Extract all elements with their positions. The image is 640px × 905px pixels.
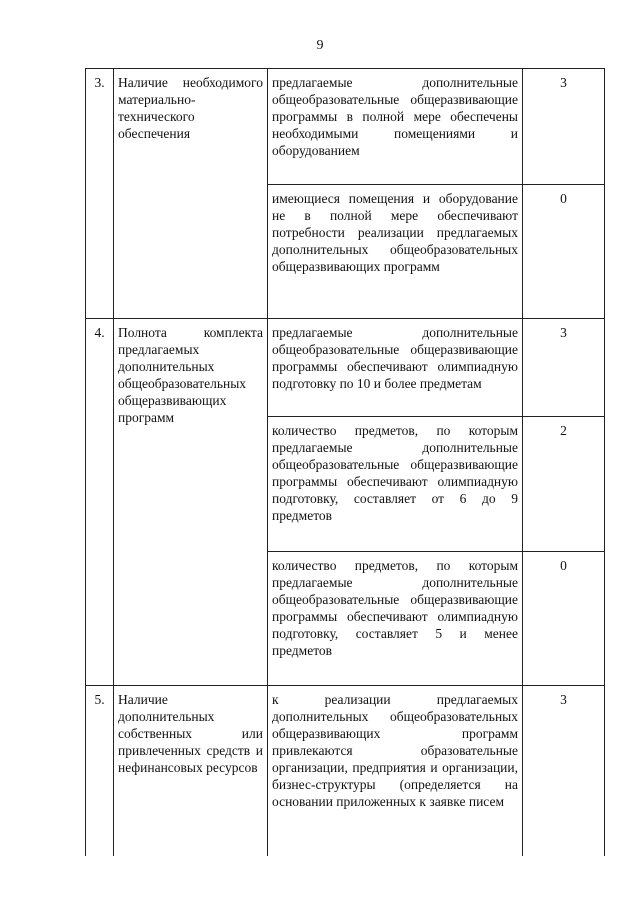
table-row xyxy=(86,319,605,417)
option-score: 2 xyxy=(523,417,605,552)
criterion-name: Наличие необходимого материально-технического обеспечения xyxy=(114,69,268,319)
criterion-number: 5. xyxy=(86,686,114,856)
criterion-name: Полнота комплекта предлагаемых дополнительных общеобразовательных общеразвивающих программ xyxy=(114,319,268,686)
option-score: 0 xyxy=(523,552,605,686)
table-row xyxy=(86,69,605,185)
page-number: 9 xyxy=(316,38,324,53)
table-row xyxy=(86,686,605,856)
option-description: количество предметов, по которым предлагаемые дополнительные общеобразовательные общеразвивающие программы обеспечивают олимпиадную подготовку, составляет от 6 до 9 предметов xyxy=(268,417,523,552)
option-description: к реализации предлагаемых дополнительных общеобразовательных общеразвивающих программ привлекаются образовательные организации, предприятия и организации, бизнес-структуры (определяется на основании приложенных к заявке писем xyxy=(268,686,523,856)
option-description: имеющиеся помещения и оборудование не в полной мере обеспечивают потребности реализации предлагаемых дополнительных общеобразовательных общеразвивающих программ xyxy=(268,185,523,319)
criterion-number: 4. xyxy=(86,319,114,686)
option-description: предлагаемые дополнительные общеобразовательные общеразвивающие программы обеспечивают олимпиадную подготовку по 10 и более предметам xyxy=(268,319,523,417)
option-score: 3 xyxy=(523,69,605,185)
option-score: 3 xyxy=(523,686,605,856)
option-score: 0 xyxy=(523,185,605,319)
option-description: предлагаемые дополнительные общеобразовательные общеразвивающие программы в полной мере обеспечены необходимыми помещениями и оборудованием xyxy=(268,69,523,185)
criteria-table xyxy=(85,68,605,856)
criterion-number: 3. xyxy=(86,69,114,319)
option-score: 3 xyxy=(523,319,605,417)
criterion-name: Наличие дополнительных собственных или привлеченных средств и нефинансовых ресурсов xyxy=(114,686,268,856)
option-description: количество предметов, по которым предлагаемые дополнительные общеобразовательные общеразвивающие программы обеспечивают олимпиадную подготовку, составляет 5 и менее предметов xyxy=(268,552,523,686)
